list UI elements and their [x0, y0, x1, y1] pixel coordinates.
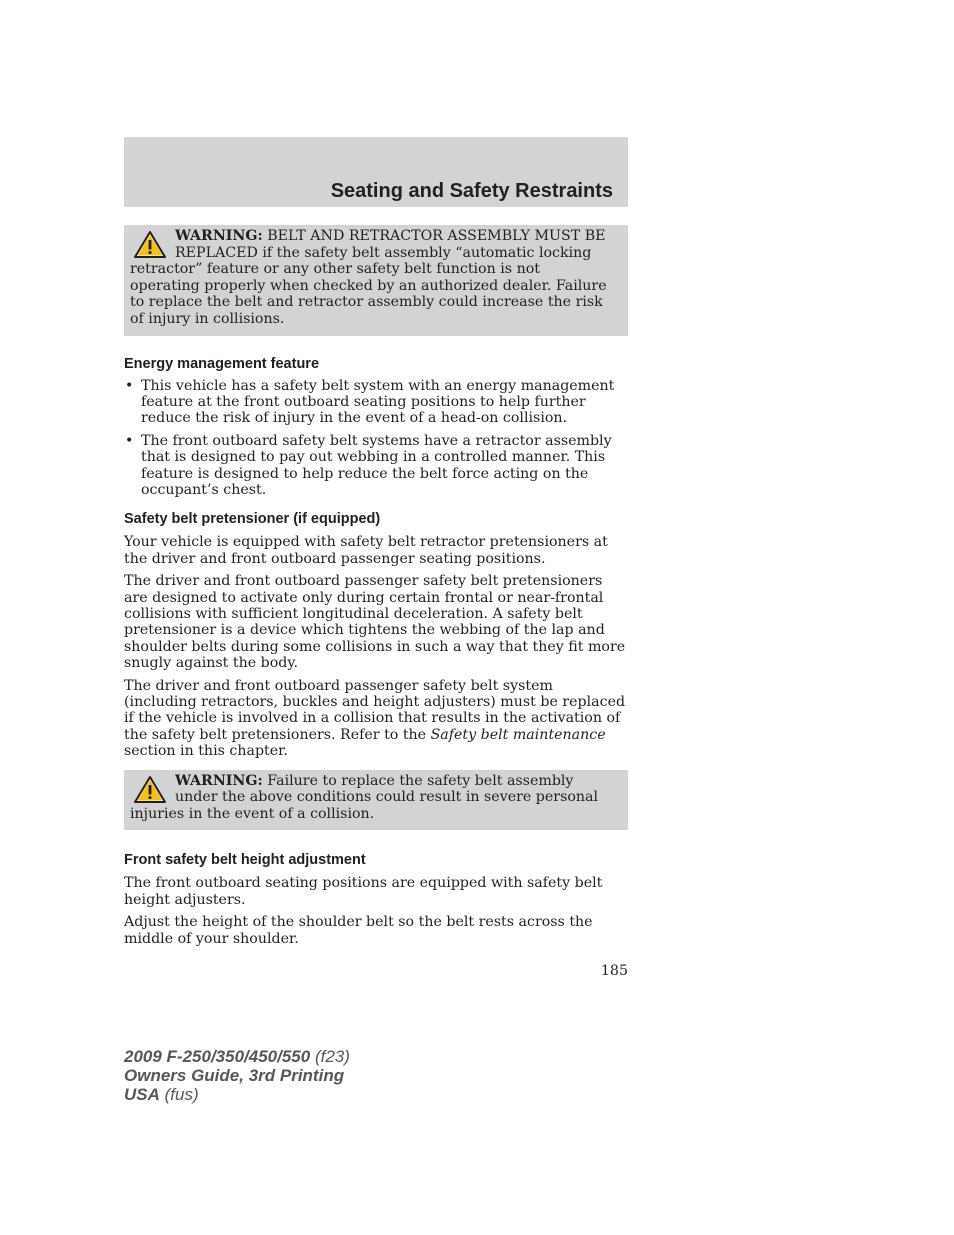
warning-box-collision: [124, 770, 628, 831]
warning-box-retractor: [124, 225, 628, 336]
energy-bullet-list: [124, 378, 628, 499]
footer-line-region: USA (fus): [124, 1085, 199, 1104]
cross-reference: Safety belt maintenance: [430, 726, 606, 743]
page-number: 185: [600, 963, 628, 980]
footer-line-model: 2009 F-250/350/450/550 (f23): [124, 1047, 350, 1066]
pretensioner-paragraph-1: Your vehicle is equipped with safety belt retractor pretensioners at the driver and front outboard passenger seating positions.: [124, 534, 608, 567]
list-item: • This vehicle has a safety belt system with an energy management feature at the front outboard seating positions to help further reduce the risk of injury in the event of a head-on collision.: [125, 377, 615, 427]
warning-triangle-icon: [133, 230, 167, 260]
bullet-icon: •: [125, 432, 134, 449]
section-header: [124, 137, 628, 207]
section-title: Seating and Safety Restraints: [330, 180, 613, 202]
footer-line-guide: Owners Guide, 3rd Printing: [124, 1066, 345, 1085]
pretensioner-paragraph-2: The driver and front outboard passenger safety belt pretensioners are designed to activate only during certain frontal or near-frontal collisions with sufficient longitudinal deceleration. A safety belt pretensioner is a device which tightens the webbing of the lap and shoulder belts during some collisions in such a way that they fit more snugly against the body.: [124, 573, 626, 672]
height-paragraph-1: The front outboard seating positions are equipped with safety belt height adjusters.: [124, 875, 603, 908]
pretensioner-paragraph-3: The driver and front outboard passenger safety belt system (including retractors, buckles and height adjusters) must be replaced if the vehicle is involved in a collision that results in the activation of the safety belt pretensioners. Refer to the Safety belt maintenance section in this chapter.: [124, 677, 626, 760]
height-paragraph-2: Adjust the height of the shoulder belt so the belt rests across the middle of your shoulder.: [124, 914, 593, 947]
bullet-icon: •: [125, 377, 134, 394]
warning-text: Failure to replace the safety belt assembly under the above conditions could result in severe personal injuries in the event of a collision.: [130, 772, 599, 822]
warning-triangle-icon: [133, 775, 167, 805]
manual-page: [124, 137, 628, 979]
warning-label: WARNING:: [175, 228, 263, 244]
document-footer: [124, 1047, 350, 1104]
heading-energy-management: Energy management feature: [124, 355, 320, 372]
heading-height-adjustment: Front safety belt height adjustment: [124, 852, 366, 869]
heading-pretensioner: Safety belt pretensioner (if equipped): [124, 511, 381, 528]
warning-label: WARNING:: [175, 772, 263, 789]
warning-text: BELT AND RETRACTOR ASSEMBLY MUST BE REPLACED if the safety belt assembly “automatic locking retractor” feature or any other safety belt function is not operating properly when checked by an authorized dealer. Failure to replace the belt and retractor assembly could increase the risk of injury in collisions.: [130, 228, 607, 327]
list-item: • The front outboard safety belt systems have a retractor assembly that is designed to pay out webbing in a controlled manner. This feature is designed to help reduce the belt force acting on the occupant’s chest.: [125, 432, 612, 498]
